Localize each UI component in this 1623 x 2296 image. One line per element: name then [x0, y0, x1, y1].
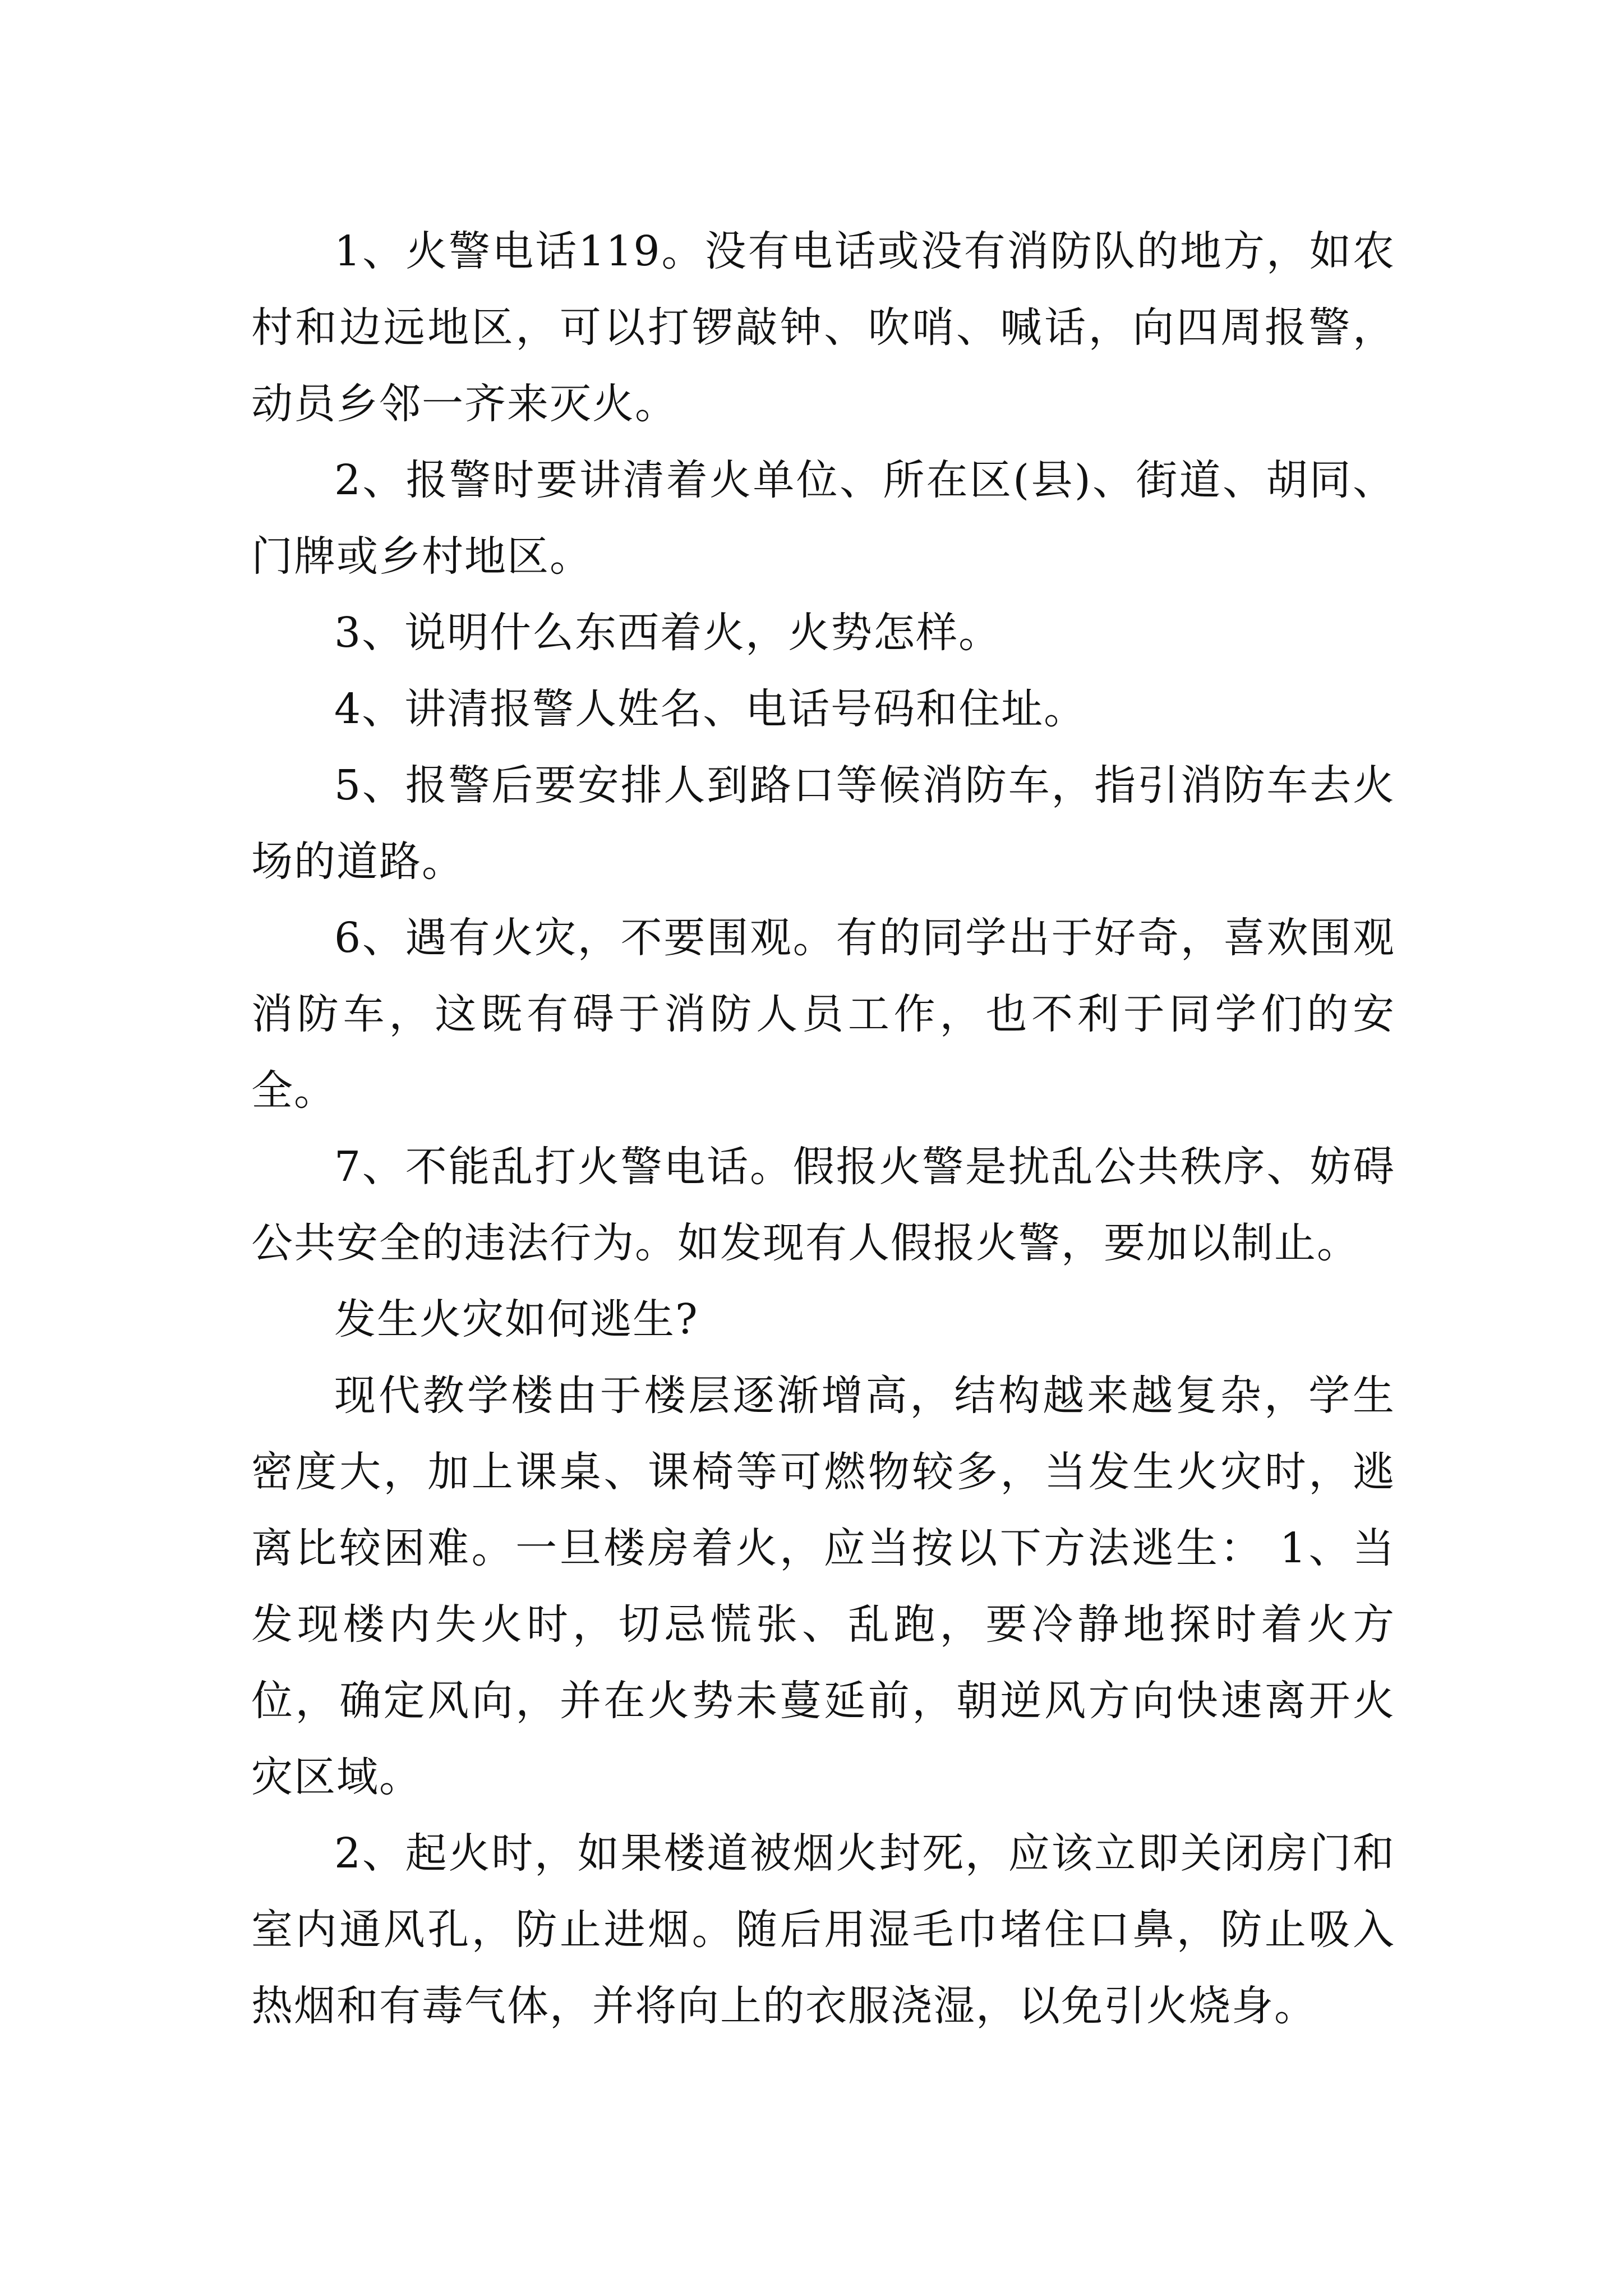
paragraph-no-false-alarm: 7、不能乱打火警电话。假报火警是扰乱公共秩序、妨碍公共安全的违法行为。如发现有人假报火警，要加以制止。	[251, 1143, 1395, 1267]
paragraph-caller-info: 4、讲清报警人姓名、电话号码和住址。	[334, 685, 1087, 733]
paragraph-no-crowding: 6、遇有火灾，不要围观。有的同学出于好奇，喜欢围观消防车，这既有碍于消防人员工作，也不利于同学们的安全。	[251, 914, 1395, 1115]
paragraph-report-location: 2、报警时要讲清着火单位、所在区(县)、街道、胡同、门牌或乡村地区。	[251, 456, 1395, 581]
paragraph-smoke-blocked: 2、起火时，如果楼道被烟火封死，应该立即关闭房门和室内通风孔，防止进烟。随后用湿毛巾堵住口鼻，防止吸入热烟和有毒气体，并将向上的衣服浇湿，以免引火烧身。	[251, 1829, 1395, 2030]
section-heading-escape: 发生火灾如何逃生?	[334, 1295, 699, 1343]
document-body	[251, 213, 1395, 2044]
paragraph-guide-fire-truck: 5、报警后要安排人到路口等候消防车，指引消防车去火场的道路。	[251, 761, 1395, 886]
paragraph-school-building: 现代教学楼由于楼层逐渐增高，结构越来越复杂，学生密度大，加上课桌、课椅等可燃物较多，当发生火灾时，逃离比较困难。一旦楼房着火，应当按以下方法逃生： 1、当发现楼内失火时，切忌慌张、乱跑，要冷静地探时着火方位，确定风向，并在火势未蔓延前，朝逆风方向快速离开火灾区域。	[251, 1372, 1395, 1801]
paragraph-fire-phone: 1、火警电话119。没有电话或没有消防队的地方，如农村和边远地区，可以打锣敲钟、吹哨、喊话，向四周报警，动员乡邻一齐来灭火。	[251, 227, 1395, 428]
paragraph-describe-fire: 3、说明什么东西着火，火势怎样。	[334, 609, 1002, 657]
